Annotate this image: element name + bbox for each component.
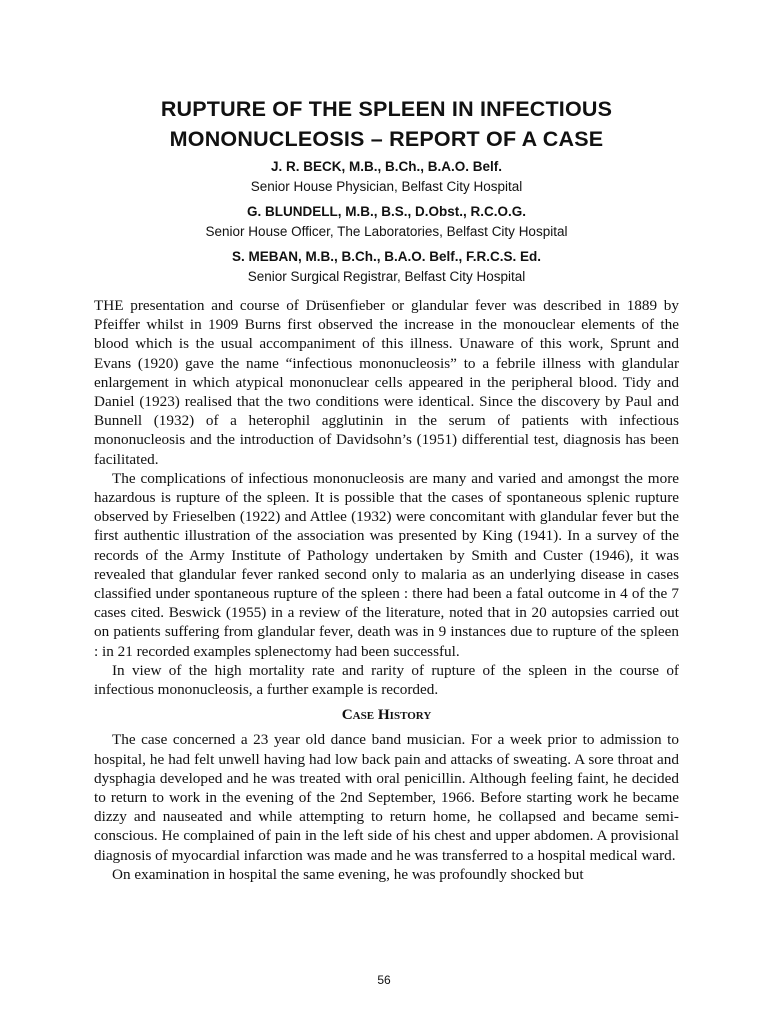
body-paragraph: THE presentation and course of Drüsenfieber or glandular fever was described in 1889 by Pfeiffer whilst in 1909 Burns first observed the increase in the monouclear elements of the blood which is the usual accompaniment of this illness. Unaware of this work, Sprunt and Evans (1920) gave the name “infectious mononucleosis” to a febrile illness with glandular enlargement in which atypical mononuclear cells appeared in the peripheral blood. Tidy and Daniel (1923) realised that the two conditions were identical. Since the discovery by Paul and Bunnell (1932) of a heterophil agglutinin in the serum of patients with infectious mononucleosis and the introduction of Davidsohn’s (1951) differential test, diagnosis has been facilitated. bbox=[94, 297, 679, 468]
author-name: S. MEBAN, M.B., B.Ch., B.A.O. Belf., F.R.C.S. Ed. bbox=[231, 249, 542, 264]
body-paragraph: The complications of infectious mononucleosis are many and varied and amongst the more hazardous is rupture of the spleen. It is possible that the cases of spontaneous splenic rupture observed by Frieselben (1922) and Attlee (1932) were concomitant with glandular fever but the first authentic illustration of the association was presented by King (1941). In a survey of the records of the Army Institute of Pathology undertaken by Smith and Custer (1946), it was revealed that glandular fever ranked second only to malaria as an underlying disease in cases classified under spontaneous rupture of the spleen : there had been a fatal outcome in 4 of the 7 cases cited. Beswick (1955) in a review of the literature, noted that in 20 autopsies carried out on patients suffering from glandular fever, death was in 9 instances due to rupture of the spleen : in 21 recorded examples splenectomy had been successful. bbox=[94, 469, 679, 660]
author-affiliation: Senior Surgical Registrar, Belfast City Hospital bbox=[247, 269, 526, 284]
author-affiliation: Senior House Physician, Belfast City Hospital bbox=[250, 179, 523, 194]
author-name: J. R. BECK, M.B., B.Ch., B.A.O. Belf. bbox=[270, 159, 503, 174]
body-paragraph: On examination in hospital the same evening, he was profoundly shocked but bbox=[112, 865, 584, 883]
title-line-1: RUPTURE OF THE SPLEEN IN INFECTIOUS bbox=[160, 97, 613, 121]
author-affiliation: Senior House Officer, The Laboratories, Belfast City Hospital bbox=[205, 224, 568, 239]
article bbox=[94, 94, 679, 884]
title-line-2: MONONUCLEOSIS – REPORT OF A CASE bbox=[169, 127, 604, 151]
author-name: G. BLUNDELL, M.B., B.S., D.Obst., R.C.O.G. bbox=[246, 204, 526, 219]
section-heading: Case History bbox=[341, 706, 432, 724]
body-paragraph: In view of the high mortality rate and rarity of rupture of the spleen in the course of infectious mononucleosis, a further example is recorded. bbox=[94, 661, 679, 699]
body-paragraph: The case concerned a 23 year old dance band musician. For a week prior to admission to hospital, he had felt unwell having had low back pain and attacks of sweating. A sore throat and dysphagia developed and he was treated with oral penicillin. Although feeling faint, he decided to return to work in the evening of the 2nd September, 1966. Before starting work he became dizzy and nauseated and while attempting to return home, he collapsed and became semi-conscious. He complained of pain in the left side of his chest and upper abdomen. A provisional diagnosis of myocardial infarction was made and he was transferred to a hospital medical ward. bbox=[94, 731, 679, 864]
article-title bbox=[94, 94, 679, 154]
page-number: 56 bbox=[377, 973, 391, 987]
